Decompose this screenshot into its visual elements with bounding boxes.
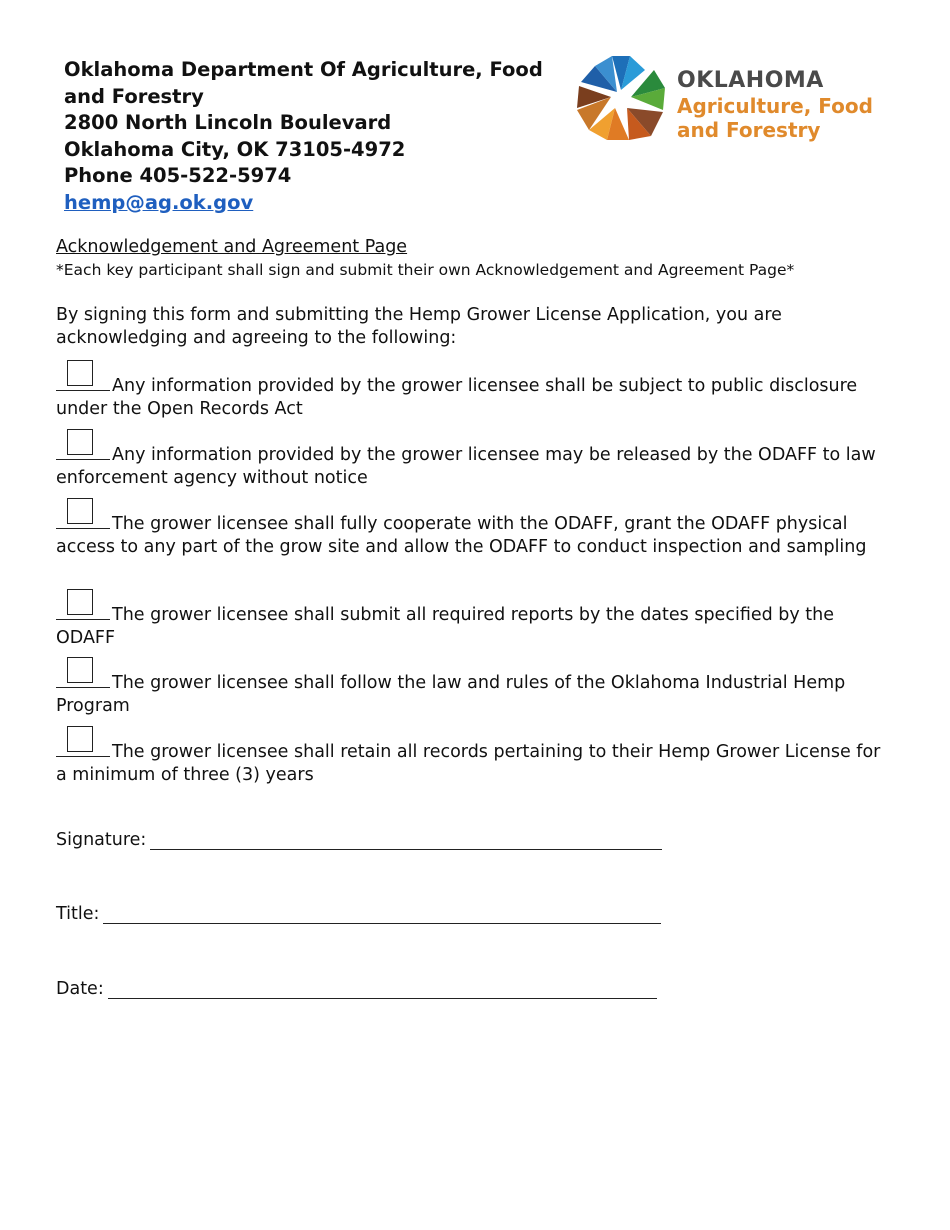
title-field[interactable] bbox=[103, 905, 661, 924]
form-note: *Each key participant shall sign and submit their own Acknowledgement and Agreement Page* bbox=[56, 261, 795, 279]
logo-subtitle-line1: Agriculture, Food bbox=[677, 94, 873, 118]
agreement-checkbox[interactable] bbox=[56, 601, 110, 620]
email-link[interactable]: hemp@ag.ok.gov bbox=[64, 190, 254, 214]
street-address: 2800 North Lincoln Boulevard bbox=[64, 111, 392, 134]
agreement-checkbox[interactable] bbox=[56, 510, 110, 529]
agreement-text: The grower licensee shall submit all required reports by the dates specified by the ODAFF bbox=[56, 605, 835, 648]
agreement-checkbox[interactable] bbox=[56, 372, 110, 391]
agreement-item bbox=[56, 441, 896, 489]
agency-name-line1: Oklahoma Department Of Agriculture, Food bbox=[64, 58, 543, 81]
agreement-checkbox[interactable] bbox=[56, 738, 110, 757]
date-label: Date: bbox=[56, 979, 104, 999]
agreement-text: Any information provided by the grower licensee shall be subject to public disclosure under the Open Records Act bbox=[56, 376, 858, 419]
agreement-text: The grower licensee shall retain all records pertaining to their Hemp Grower License for a minimum of three (3) years bbox=[56, 742, 881, 785]
logo-subtitle-line2: and Forestry bbox=[677, 118, 821, 142]
agreement-text: The grower licensee shall follow the law and rules of the Oklahoma Industrial Hemp Program bbox=[56, 673, 846, 716]
signature-field[interactable] bbox=[150, 831, 662, 850]
agency-name-line2: and Forestry bbox=[64, 84, 204, 108]
agreement-item bbox=[56, 669, 896, 717]
date-row bbox=[56, 979, 657, 999]
city-state-zip: Oklahoma City, OK 73105-4972 bbox=[64, 137, 406, 161]
agreement-text: The grower licensee shall fully cooperate with the ODAFF, grant the ODAFF physical access to any part of the grow site and allow the ODAFF to conduct inspection and sampling bbox=[56, 514, 867, 557]
agreement-checkbox[interactable] bbox=[56, 669, 110, 688]
title-row bbox=[56, 904, 661, 924]
title-label: Title: bbox=[56, 904, 100, 924]
signature-row bbox=[56, 830, 662, 850]
logo-title: OKLAHOMA bbox=[677, 68, 824, 93]
agreement-item bbox=[56, 738, 896, 786]
form-title: Acknowledgement and Agreement Page bbox=[56, 237, 408, 257]
agreement-text: Any information provided by the grower licensee may be released by the ODAFF to law enforcement agency without notice bbox=[56, 445, 876, 488]
date-field[interactable] bbox=[108, 980, 657, 999]
agreement-item bbox=[56, 372, 896, 420]
agreement-item bbox=[56, 510, 896, 558]
form-intro: By signing this form and submitting the Hemp Grower License Application, you are acknowledging and agreeing to the following: bbox=[56, 305, 782, 348]
agreement-checkbox[interactable] bbox=[56, 441, 110, 460]
agency-address-block bbox=[64, 57, 543, 216]
signature-label: Signature: bbox=[56, 830, 147, 850]
star-logo-icon bbox=[573, 52, 669, 148]
phone-number: Phone 405-522-5974 bbox=[64, 164, 292, 187]
agency-logo bbox=[573, 50, 893, 150]
agreement-item bbox=[56, 601, 896, 649]
